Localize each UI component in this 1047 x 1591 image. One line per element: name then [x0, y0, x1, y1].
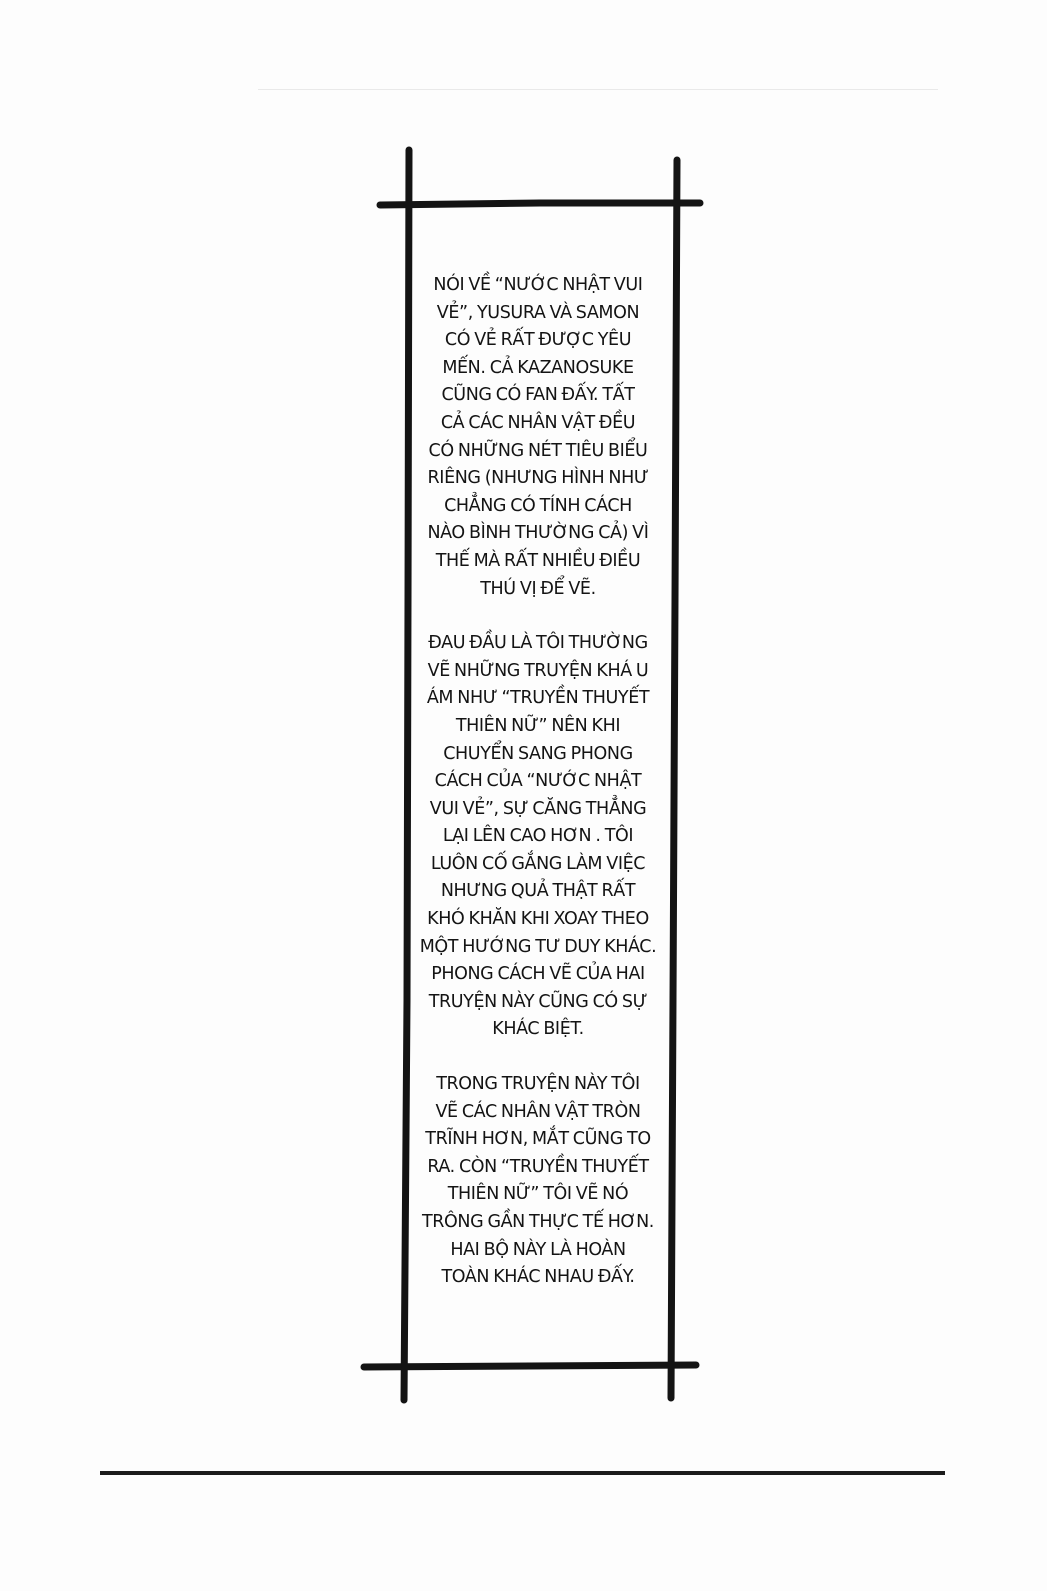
text-line: TRÔNG GẦN THỰC TẾ HƠN.: [422, 1212, 654, 1232]
text-line: HAI BỘ NÀY LÀ HOÀN: [450, 1239, 626, 1260]
text-line: VUI VẺ”, SỰ CĂNG THẲNG: [429, 798, 647, 819]
text-line: TOÀN KHÁC NHAU ĐẤY.: [441, 1267, 635, 1288]
text-line: KHÁC BIỆT.: [492, 1019, 584, 1040]
text-line: NHƯNG QUẢ THẬT RẤT: [440, 881, 636, 902]
text-line: PHONG CÁCH VẼ CỦA HAI: [431, 964, 645, 985]
note-paragraph-1: [418, 272, 658, 603]
text-line: VẺ”, YUSURA VÀ SAMON: [436, 302, 640, 323]
text-line: TRĨNH HƠN, MẮT CŨNG TO: [425, 1129, 651, 1150]
text-line: TRONG TRUYỆN NÀY TÔI: [436, 1074, 640, 1095]
text-line: MẾN. CẢ KAZANOSUKE: [442, 357, 634, 378]
text-line: NÀO BÌNH THƯỜNG CẢ) VÌ: [427, 523, 649, 544]
text-line: CÓ NHỮNG NÉT TIÊU BIỂU: [428, 440, 648, 461]
text-line: VẼ CÁC NHÂN VẬT TRÒN: [435, 1101, 641, 1122]
bottom-rule: [100, 1471, 945, 1475]
text-line: CHẲNG CÓ TÍNH CÁCH: [444, 495, 632, 516]
text-line: THIÊN NỮ” TÔI VẼ NÓ: [447, 1184, 629, 1205]
text-line: THẾ MÀ RẤT NHIỀU ĐIỀU: [435, 550, 641, 571]
text-line: LẠI LÊN CAO HƠN . TÔI: [442, 826, 634, 847]
note-paragraph-2: [418, 630, 658, 1044]
text-line: CẢ CÁC NHÂN VẬT ĐỀU: [440, 412, 636, 433]
text-line: NÓI VỀ “NƯỚC NHẬT VUI: [433, 275, 643, 295]
text-line: CŨNG CÓ FAN ĐẤY. TẤT: [441, 385, 635, 406]
frame-bottom-stroke: [364, 1365, 696, 1367]
text-line: CÁCH CỦA “NƯỚC NHẬT: [434, 771, 642, 792]
text-line: VẼ NHỮNG TRUYỆN KHÁ U: [427, 660, 649, 681]
text-line: MỘT HƯỚNG TƯ DUY KHÁC.: [419, 936, 657, 957]
text-line: TRUYỆN NÀY CŨNG CÓ SỰ: [428, 991, 648, 1012]
text-line: ĐAU ĐẦU LÀ TÔI THƯỜNG: [428, 633, 648, 654]
text-line: CÓ VẺ RẤT ĐƯỢC YÊU: [444, 330, 632, 351]
note-text: [418, 272, 658, 1292]
text-line: KHÓ KHĂN KHI XOAY THEO: [427, 909, 649, 930]
text-line: ÁM NHƯ “TRUYỀN THUYẾT: [426, 688, 650, 709]
frame-top-stroke: [380, 203, 700, 205]
text-line: CHUYỂN SANG PHONG: [443, 743, 633, 764]
text-line: THÚ VỊ ĐỂ VẼ.: [480, 578, 596, 599]
text-line: RIÊNG (NHƯNG HÌNH NHƯ: [427, 468, 649, 489]
text-line: RA. CÒN “TRUYỀN THUYẾT: [427, 1156, 649, 1177]
text-line: THIÊN NỮ” NÊN KHI: [455, 715, 621, 736]
text-line: LUÔN CỐ GẮNG LÀM VIỆC: [430, 853, 646, 874]
note-paragraph-3: [418, 1071, 658, 1292]
frame-right-stroke: [671, 160, 677, 1398]
frame-left-stroke: [404, 150, 409, 1400]
